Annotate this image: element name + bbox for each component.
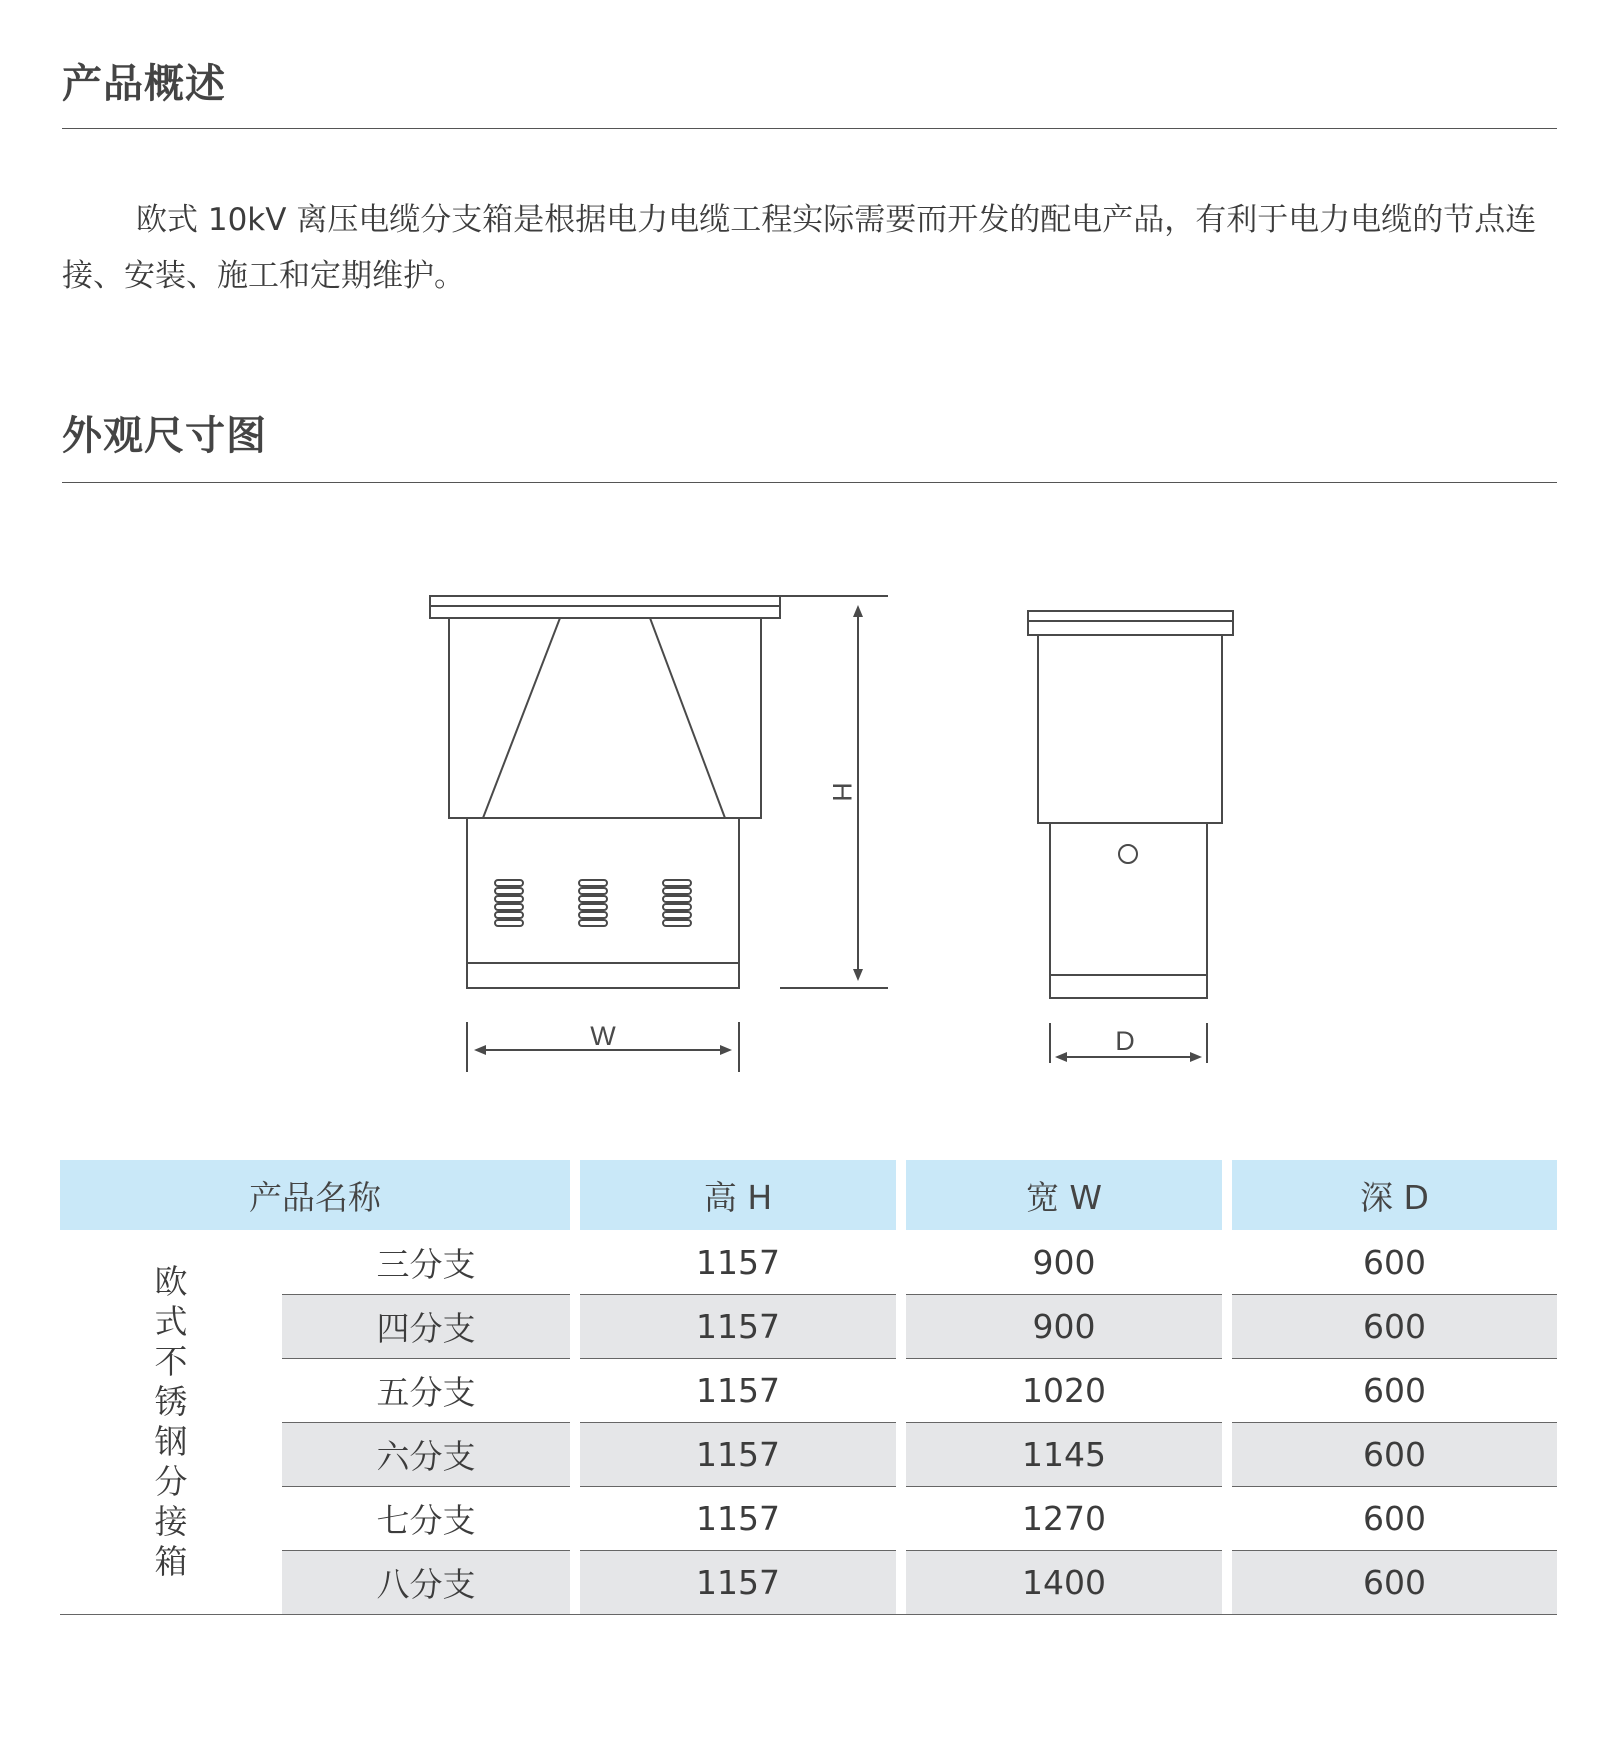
depth-label: D: [1115, 1026, 1135, 1056]
width-label: W: [590, 1021, 616, 1051]
front-vent-middle: [579, 880, 607, 926]
section-title-dimensions: 外观尺寸图: [62, 413, 267, 459]
table-row-depth: 600: [1232, 1294, 1557, 1358]
row-divider: [906, 1550, 1222, 1551]
table-row-name: 四分支: [282, 1294, 570, 1358]
table-row-depth: 600: [1232, 1422, 1557, 1486]
row-divider: [1232, 1358, 1557, 1359]
front-vent-right: [663, 880, 691, 926]
row-divider: [580, 1358, 896, 1359]
dimension-drawing: [0, 560, 1623, 1080]
section-divider: [62, 482, 1557, 483]
row-divider: [906, 1358, 1222, 1359]
front-vent-left: [495, 880, 523, 926]
section-title-overview: 产品概述: [62, 61, 226, 107]
table-row-width: 1270: [1022, 1498, 1106, 1538]
row-divider: [282, 1550, 570, 1551]
row-divider: [282, 1422, 570, 1423]
table-row-height: 1157: [580, 1294, 896, 1358]
row-divider: [1232, 1294, 1557, 1295]
height-label: H: [827, 782, 857, 802]
product-group-name: 欧 式 不 锈 钢 分 接 箱: [154, 1262, 188, 1581]
table-bottom-rule: [60, 1614, 1557, 1615]
table-row-width: 900: [906, 1294, 1222, 1358]
header-height: 高 H: [580, 1160, 896, 1230]
table-row-width: 900: [1032, 1242, 1096, 1282]
row-divider: [906, 1294, 1222, 1295]
table-row-height: 1157: [696, 1370, 780, 1410]
table-row-name: 八分支: [282, 1550, 570, 1614]
table-row-height: 1157: [580, 1422, 896, 1486]
table-row-width: 1400: [906, 1550, 1222, 1614]
table-row-name: 三分支: [376, 1244, 476, 1284]
table-row-width: 1145: [906, 1422, 1222, 1486]
row-divider: [580, 1422, 896, 1423]
row-divider: [1232, 1550, 1557, 1551]
row-divider: [580, 1550, 896, 1551]
table-row-width: 1020: [1022, 1370, 1106, 1410]
header-product-name: 产品名称: [60, 1160, 570, 1230]
table-row-height: 1157: [696, 1498, 780, 1538]
table-row-name: 五分支: [376, 1372, 476, 1412]
row-divider: [282, 1358, 570, 1359]
row-divider: [580, 1486, 896, 1487]
front-view: [430, 596, 780, 988]
table-row-height: 1157: [580, 1550, 896, 1614]
table-row-depth: 600: [1363, 1242, 1426, 1282]
header-depth: 深 D: [1232, 1160, 1557, 1230]
section-divider: [62, 128, 1557, 129]
handle-icon: [1119, 845, 1137, 863]
table-row-height: 1157: [696, 1242, 780, 1282]
side-view: [1028, 611, 1233, 998]
row-divider: [282, 1486, 570, 1487]
row-divider: [282, 1294, 570, 1295]
table-row-name: 七分支: [376, 1500, 476, 1540]
table-row-depth: 600: [1363, 1370, 1426, 1410]
header-width: 宽 W: [906, 1160, 1222, 1230]
table-row-depth: 600: [1232, 1550, 1557, 1614]
row-divider: [580, 1294, 896, 1295]
row-divider: [1232, 1422, 1557, 1423]
overview-paragraph: 欧式 10kV 离压电缆分支箱是根据电力电缆工程实际需要而开发的配电产品，有利于电力电缆的节点连接、安装、施工和定期维护。: [62, 202, 1537, 294]
table-row-depth: 600: [1363, 1498, 1426, 1538]
table-row-name: 六分支: [282, 1422, 570, 1486]
row-divider: [906, 1422, 1222, 1423]
row-divider: [1232, 1486, 1557, 1487]
row-divider: [906, 1486, 1222, 1487]
